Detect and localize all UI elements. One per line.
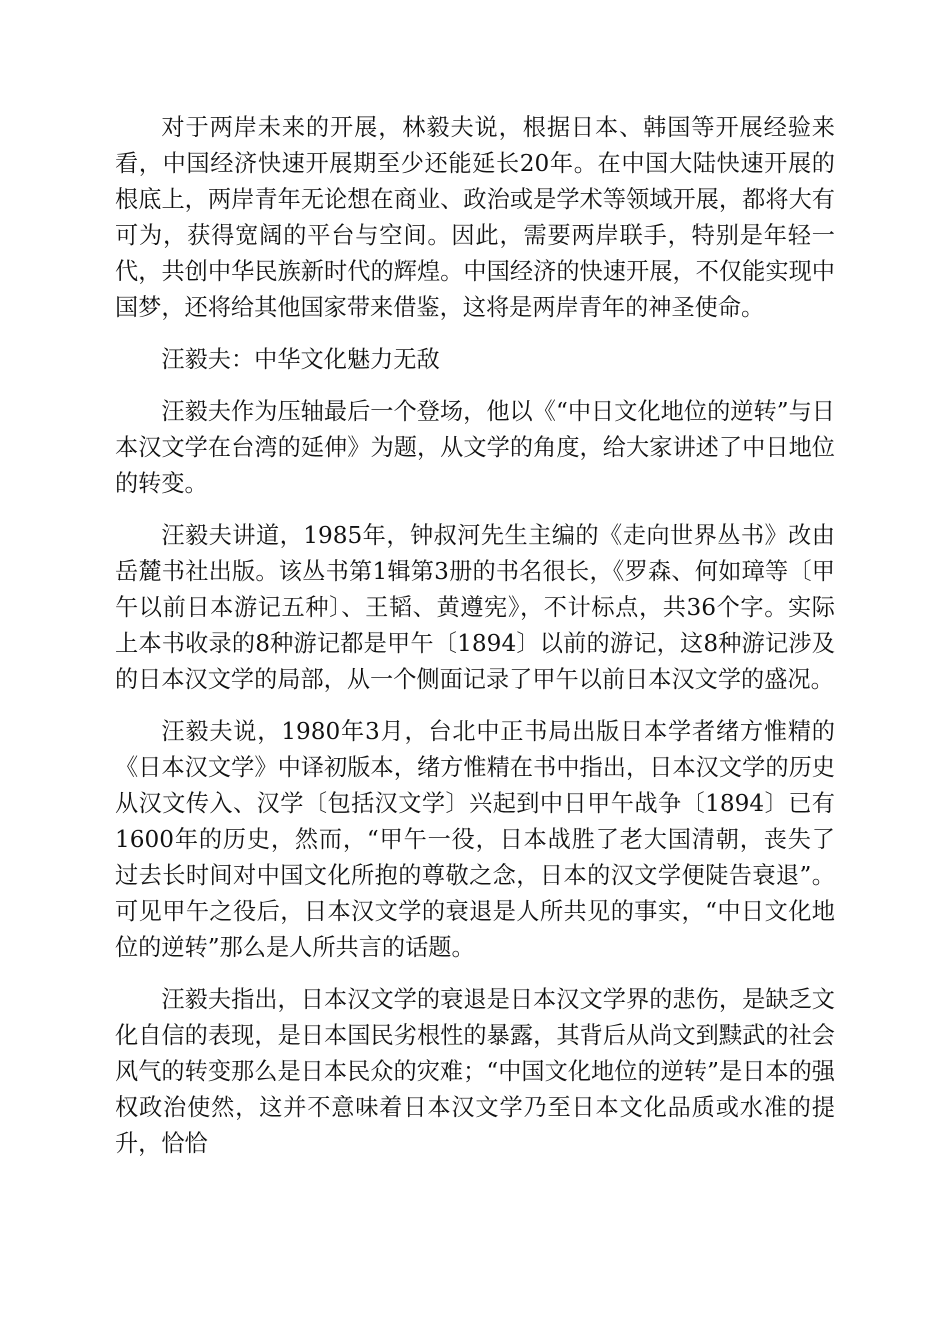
section-heading: 汪毅夫：中华文化魅力无敌 xyxy=(161,346,440,373)
paragraph-intro: 汪毅夫作为压轴最后一个登场，他以《“中日文化地位的逆转”与日本汉文学在台湾的延伸》为题，从文学的角度，给大家讲述了中日地位的转变。 xyxy=(115,398,835,497)
paragraph-development: 对于两岸未来的开展，林毅夫说，根据日本、韩国等开展经验来看，中国经济快速开展期至少还能延长20年。在中国大陆快速开展的根底上，两岸青年无论想在商业、政治或是学术等领域开展，都将大有可为，获得宽阔的平台与空间。因此，需要两岸联手，特别是年轻一代，共创中华民族新时代的辉煌。中国经济的快速开展，不仅能实现中国梦，还将给其他国家带来借鉴，这将是两岸青年的神圣使命。 xyxy=(115,114,835,321)
paragraph-1985: 汪毅夫讲道，1985年，钟叔河先生主编的《走向世界丛书》改由岳麓书社出版。该丛书第1辑第3册的书名很长，《罗森、何如璋等〔甲午以前日本游记五种〕、王韬、黄遵宪》，不计标点，共36个字。实际上本书收录的8种游记都是甲午〔1894〕以前的游记，这8种游记涉及的日本汉文学的局部，从一个侧面记录了甲午以前日本汉文学的盛况。 xyxy=(115,522,835,693)
paragraph-decline: 汪毅夫指出，日本汉文学的衰退是日本汉文学界的悲伤，是缺乏文化自信的表现，是日本国民劣根性的暴露，其背后从尚文到黩武的社会风气的转变那么是日本民众的灾难；“中国文化地位的逆转”是日本的强权政治使然，这并不意味着日本汉文学乃至日本文化品质或水准的提升，恰恰 xyxy=(115,986,835,1157)
paragraph-1980: 汪毅夫说，1980年3月，台北中正书局出版日本学者绪方惟精的《日本汉文学》中译初版本，绪方惟精在书中指出，日本汉文学的历史从汉文传入、汉学〔包括汉文学〕兴起到中日甲午战争〔1894〕已有1600年的历史，然而，“甲午一役，日本战胜了老大国清朝，丧失了过去长时间对中国文化所抱的尊敬之念，日本的汉文学便陡告衰退”。可见甲午之役后，日本汉文学的衰退是人所共见的事实，“中日文化地位的逆转”那么是人所共言的话题。 xyxy=(115,718,835,961)
document-page xyxy=(115,110,835,1178)
